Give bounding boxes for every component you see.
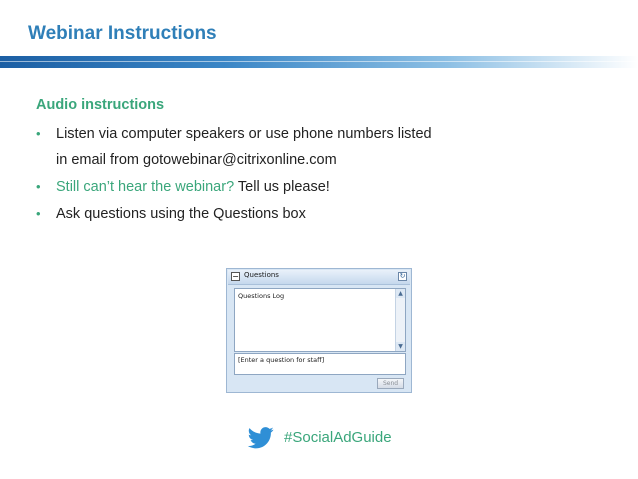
hashtag-text: #SocialAdGuide	[284, 429, 392, 446]
questions-panel-header	[228, 270, 410, 285]
scroll-up-icon[interactable]: ▲	[396, 289, 405, 298]
question-input[interactable]: [Enter a question for staff]	[234, 353, 406, 375]
ask-questions-text: Ask questions using the Questions box	[56, 206, 306, 222]
title-divider-bar	[0, 56, 638, 68]
scroll-down-icon[interactable]: ▼	[396, 342, 405, 351]
tell-us-text: Tell us please!	[234, 179, 330, 195]
bullet-listen-line1: Listen via computer speakers or use phone numbers listed	[56, 126, 432, 142]
twitter-bird-icon	[247, 427, 275, 449]
popout-icon[interactable]: ↻	[399, 272, 406, 280]
collapse-button[interactable]: −	[232, 272, 239, 281]
bullet-dot: •	[36, 206, 41, 221]
bullet-ask-questions	[36, 203, 616, 225]
bullet-dot: •	[36, 126, 41, 141]
questions-log[interactable]	[234, 288, 406, 352]
slide-title: Webinar Instructions	[28, 23, 217, 44]
bullet-cant-hear	[36, 176, 616, 198]
cant-hear-question: Still can’t hear the webinar?	[56, 179, 235, 195]
questions-panel-title: Questions	[244, 271, 279, 279]
bullet-listen-line2: in email from gotowebinar@citrixonline.com	[56, 152, 337, 168]
bullet-dot: •	[36, 179, 41, 194]
bullet-listen	[36, 123, 616, 171]
questions-log-label: Questions Log	[238, 292, 285, 300]
send-button[interactable]: Send	[377, 378, 404, 389]
audio-instructions-heading: Audio instructions	[36, 97, 165, 113]
questions-panel	[226, 268, 412, 393]
questions-log-scrollbar[interactable]	[395, 289, 405, 351]
instructions-content	[36, 97, 616, 230]
